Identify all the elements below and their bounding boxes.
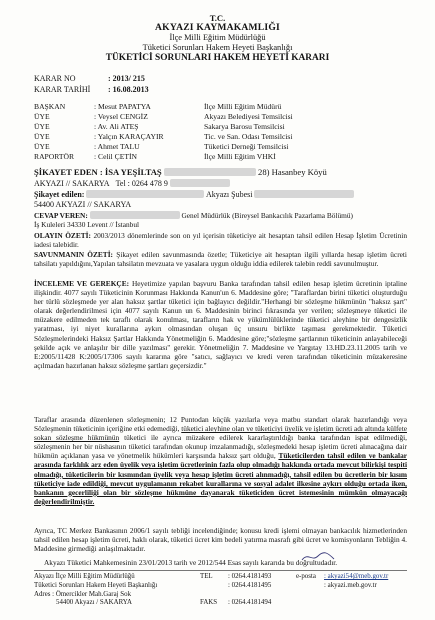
savunma-paragraph [34,250,407,268]
footer-email: e-posta : akyazi54@meb.gov.tr : akyazi.meb.gov.tr [296,573,389,589]
respondent-label: Şikayet edilen: [34,190,85,199]
taraflar-paragraph: Taraflar arasında düzenlenen sözleşmenin; 12 Puntodan küçük yazılarla veya matbu standart olarak hazırlandığı veya Sözleşmenin tüketicinin içeriğine etki edemediği, tüketici aleyhine olan ve tüketiciyi üyelik ve işletim ücreti adı altında külfete sokan sözleşme hükmünün tüketici ile ayrıca müzakere edilerek kararlaştırıldığı banka tarafından ispat edilmediği, sözleşmenin her bir nüshasının tüketici tarafından okunup imzalanmadığı, sözleşmedeki hesap işletim ücreti alınacağına dair hükmün açıklanan yasa ve yönetmelik hükümleri karşısında haksız şart olduğu, Tüketicilerden tahsil edilen ve bankalar arasında farklılık arz eden üyelik veya işletim ücretlerinin fazla olup olmadığı hakkında ortada mevcut bilirkişi tespiti olmadığı, tüketicilerin bir kısmından üyelik veya hesap işletim ücreti alınmadığı, tahsil edilen bu ücretlerin bir kısım tüketiciye iade edildiği, mevcut uygulamanın rekabet kurallarına ve sosyal adalet ilkesine aykırı olduğu ortada iken, bankanın gecerliliği olan bir sözleşme hükmüne dayanarak tüketiciden ücret istemesinin mümkün olmayacağı değerlendirilmiştir. [34,415,408,506]
footer-divider [34,570,407,571]
bold-conclusion: Tüketicilerden tahsil edilen ve bankalar arasında farklılık arz eden üyelik veya işletim ücretlerinin fazla olup olmadığı hakkında ortada mevcut bilirkişi tespiti olmadığı, tüketicilerin bir kısmından üyelik veya hesap işletim ücreti alınmadığı, tahsil edilen bu ücretlerin bir kısım tüketiciye iade edildiği, mevcut uygulamanın rekabet kurallarına ve sosyal adalet ilkesine aykırı olduğu ortada iken, bankanın gecerliliği olan bir sözleşme hükmüne dayanarak tüketiciden ücret istemesinin mümkün olmayacağı değerlendirilmiştir. [34,451,407,506]
redacted-bank [86,190,204,198]
complainant-tel: Tel : 0264 478 9 [115,179,168,188]
header-kaymakamlik: AKYAZI KAYMAKAMLIĞI [155,22,280,33]
ozet-text: 2003/2013 dönemlerinde son on yıl içerisin tüketiciye ait hesaptan tahsil edilen Hesap İşletim Ücretinin iadesi talebidir. [34,231,407,250]
inceleme-paragraph [34,279,407,370]
decision-no [34,75,145,83]
email-link[interactable]: : akyazi54@meb.gov.tr [324,573,389,580]
header-tc: T.C. [209,13,226,23]
redacted-phone [170,179,230,187]
footer-phone: TEL : 0264.4181493 : 0264.4181495 FAKS : 0264.4181494 [200,573,272,607]
mahkeme-line: Akyazı Tüketici Mahkemesinin 23/01/2013 tarih ve 2012/544 Esas sayılı kararıda bu doğrultudadır. [44,558,338,567]
ozet-paragraph [34,231,407,249]
inceleme-text: Heyetimize yapılan başvuru Banka tarafından tahsil edilen hesap işletim ücretinin iptaline ilişkindir. 4077 sayılı Tüketicinin Korunması Hakkında Kanun'un 6. Maddesine göre; "Taraflardan birini tüketici oluşturduğu her türlü sözleşmede yer alan haksız şartlar tüketici için bağlayıcı değildir."Herhangi bir sözleşme hükmünün "haksız şart" olarak değerlendirilmesi için 4077 sayılı Kanun un 6. Maddesinin birinci fıkrasında yer verilen; sözleşmeye tüketici ile müzakere edilmeden tek taraflı olarak konulması, tarafların hak ve yükümlülüklerinde tüketici aleyhine bir dengesizlik yaratması, iyi niyet kurallarına aykırı olmasından oluşan üç unsuru birlikte taşıması gerekmektedir. Tüketici Sözleşmelerindeki Haksız Şartlar Hakkında Yönetmeliğin 6. Maddesine göre;"sözleşme şartlarının tüketicinin anlayabileceği şekilde açık ve anlaşılır bir dille yazılması" gerekir. Yönetmeliğin 7. Maddesine ve Yargıtay 13.HD.23.11.2005 tarih ve E:2005/11428 K:2005/17306 sayılı kararına göre "satıcı, sağlayıcı ve kredi veren tarafından tüketicinin müzakeresine açılmadan hazırlanan haksız sözleşme şartları geçersizdir." [34,279,408,370]
decision-no-value: : 2013/ 215 [108,74,145,83]
respondent-line [34,190,407,199]
complainant-city: AKYAZI // SAKARYA [34,179,110,188]
redacted-address [164,168,256,176]
complainant-line [34,168,407,177]
decision-no-label: KARAR NO [34,74,76,83]
underlined-phrase: tüketici aleyhine olan ve tüketiciyi üyelik ve işletim ücreti adı altında külfete sokan sözleşme hükmünün [34,424,407,443]
footer-address: Akyazı İlçe Milli Eğitim Müdürlüğü Tüketici Sorunları Hakem Heyeti Başkanlığı Adres : Ömercikler Mah.Garaj Sok 54400 Akyazı / SAKARYA [34,573,158,607]
savunma-label: SAVUNMANIN ÖZETİ: [34,250,113,259]
respondent-text: Akyazı Şubesi [206,190,253,199]
decision-date-value: : 16.08.2013 [108,85,149,94]
member-row: BAŞKAN : Mesut PAPATYA İlçe Milli Eğitim Müdürü [34,102,282,111]
header-karar-title: TÜKETİCİ SORUNLARI HAKEM HEYETİ KARARI [105,53,330,63]
cevap-line [34,211,407,220]
cevap-text: Genel Müdürlük (Bireysel Bankacılık Pazarlama Bölümü) [181,211,353,220]
member-row: ÜYE : Veysel CENGİZ Akyazı Belediyesi Temsilcisi [34,112,293,121]
savunma-text: Şikayet edilen savunmasında özetle; Tüketiciye ait hesaptan ilgili yıllarda hesap işletim ücreti tahsilatı yapıldığını,Yapılan tahsilatın mevzuata ve yasalara uygun olduğu iddia edilerek talebin reddi savunulmuştur. [34,250,407,269]
header-mudurluk: İlçe Milli Eğitim Müdürlüğü [169,33,266,42]
cevap-label: CEVAP VEREN: [34,211,88,220]
decision-date-label: KARAR TARİHİ [34,85,91,94]
redacted-branch-address [254,190,354,198]
member-row: ÜYE : Yalçın KARAÇAYIR Tic. ve San. Odası Temsilcisi [34,132,293,141]
complainant-address: 28) Hasanbey Köyü [258,167,327,177]
inceleme-label: İNCELEME VE GEREKÇE: [34,279,130,288]
cevap-address: İş Kuleleri 34330 Levent // İstanbul [34,220,140,229]
website-link[interactable]: : akyazi.meb.gov.tr [324,581,377,589]
member-row: RAPORTÖR : Celil ÇETİN İlçe Milli Eğitim VHKİ [34,152,276,161]
merkez-bankasi-paragraph: Ayrıca, TC Merkez Bankasının 2006/1 sayılı tebliği incelendiğinde; konusu kredi işlemi olmayan bankacılık hizmetlerinden tahsil edilen hesap işletim ücreti, haklı olarak, tüketici ücret kim bedeli yatırma masrafı gibi ücret ve komisyonların Tebliğin 4. Maddesine girmediği anlaşılmaktadır. [34,526,407,554]
respondent-city: 54400 AKYAZI // SAKARYA [34,200,132,209]
ozet-label: OLAYIN ÖZETİ: [34,231,91,240]
member-row: ÜYE : Ahmet TALU Tüketici Derneği Temsilcisi [34,142,289,151]
member-row: ÜYE : Av. Ali ATEŞ Sakarya Barosu Temsilcisi [34,122,285,131]
decision-date [34,86,149,94]
complainant-label: ŞİKAYET EDEN : İSA YEŞİLTAŞ [34,167,162,177]
redacted-responder [90,211,180,219]
complainant-city-line [34,179,407,188]
header-baskanlik: Tüketici Sorunları Hakem Heyeti Başkanlığı [142,43,293,52]
signature-mark-icon [300,550,336,564]
